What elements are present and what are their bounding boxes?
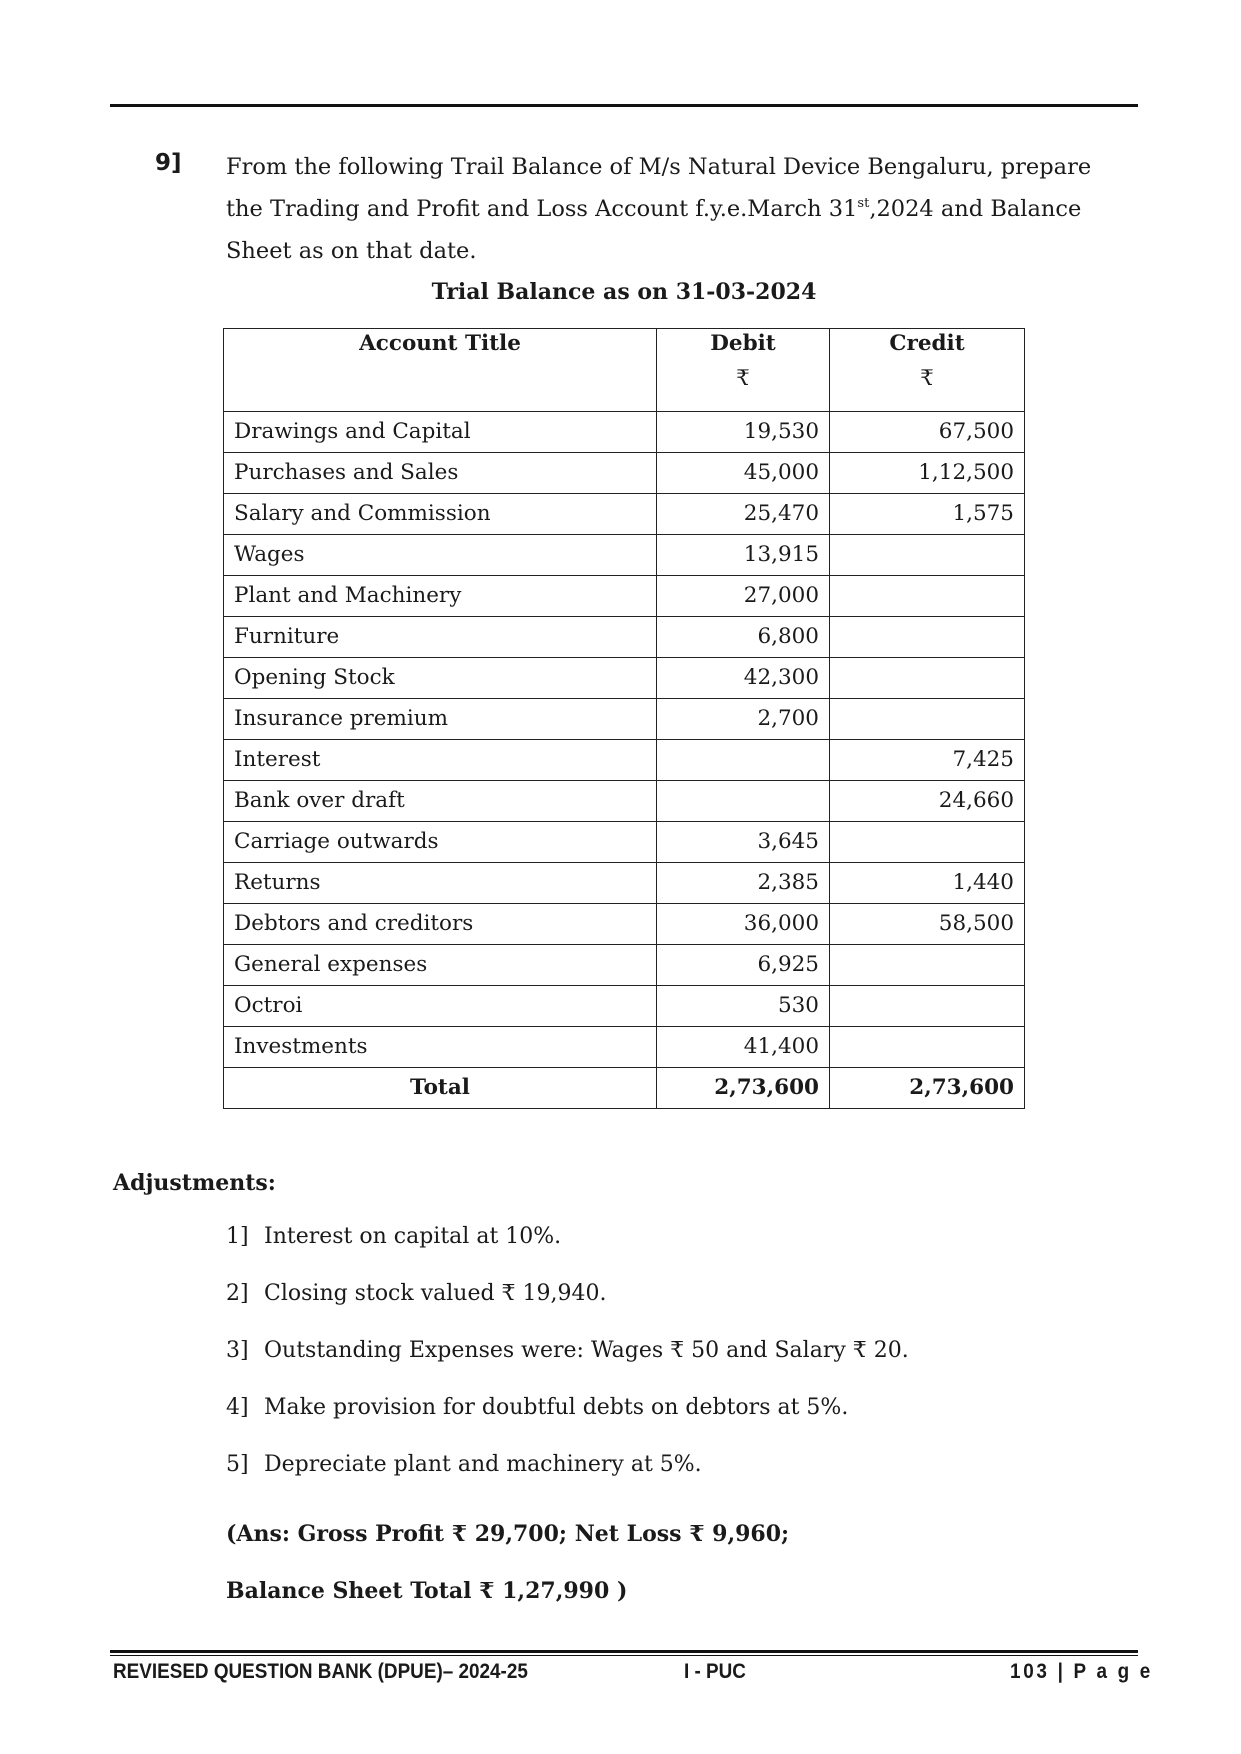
table-header-row xyxy=(224,329,1025,412)
rupee-symbol: ₹ xyxy=(920,366,934,391)
rupee-symbol: ₹ xyxy=(736,366,750,391)
question-line-1: From the following Trail Balance of M/s Natural Device Bengaluru, prepare xyxy=(226,154,1092,180)
debit-cell: 41,400 xyxy=(657,1027,830,1068)
account-cell: Carriage outwards xyxy=(224,822,657,863)
question-number: 9] xyxy=(155,150,182,176)
table-row xyxy=(224,904,1025,945)
credit-cell: 67,500 xyxy=(830,412,1025,453)
debit-cell: 6,925 xyxy=(657,945,830,986)
account-cell: Furniture xyxy=(224,617,657,658)
credit-cell xyxy=(830,822,1025,863)
table-row xyxy=(224,1027,1025,1068)
credit-cell: 7,425 xyxy=(830,740,1025,781)
account-cell: Salary and Commission xyxy=(224,494,657,535)
credit-cell: 58,500 xyxy=(830,904,1025,945)
adjustments-heading: Adjustments: xyxy=(113,1170,276,1196)
question-line-3: Sheet as on that date. xyxy=(226,238,477,264)
list-item xyxy=(226,1393,909,1450)
account-cell: Interest xyxy=(224,740,657,781)
account-cell: Debtors and creditors xyxy=(224,904,657,945)
table-row xyxy=(224,863,1025,904)
footer-left: REVIESED QUESTION BANK (DPUE)– 2024-25 xyxy=(113,1660,528,1683)
adjustments-list xyxy=(226,1222,909,1507)
header-debit: Debit ₹ xyxy=(657,329,830,412)
answer-line-1: (Ans: Gross Profit ₹ 29,700; Net Loss ₹ 9,960; xyxy=(226,1521,790,1547)
adjustment-text: Closing stock valued ₹ 19,940. xyxy=(264,1281,607,1306)
debit-cell xyxy=(657,781,830,822)
adjustment-text: Make provision for doubtful debts on debtors at 5%. xyxy=(264,1395,849,1420)
credit-cell xyxy=(830,945,1025,986)
debit-cell: 2,700 xyxy=(657,699,830,740)
account-cell: Returns xyxy=(224,863,657,904)
table-row xyxy=(224,986,1025,1027)
credit-cell xyxy=(830,576,1025,617)
credit-cell xyxy=(830,617,1025,658)
table-row xyxy=(224,617,1025,658)
account-cell: General expenses xyxy=(224,945,657,986)
credit-cell xyxy=(830,699,1025,740)
debit-cell: 530 xyxy=(657,986,830,1027)
debit-cell: 42,300 xyxy=(657,658,830,699)
debit-cell: 3,645 xyxy=(657,822,830,863)
debit-cell: 13,915 xyxy=(657,535,830,576)
credit-cell xyxy=(830,1027,1025,1068)
account-cell: Plant and Machinery xyxy=(224,576,657,617)
list-item xyxy=(226,1336,909,1393)
table-row xyxy=(224,453,1025,494)
adjustment-text: Interest on capital at 10%. xyxy=(264,1224,562,1249)
list-item xyxy=(226,1450,909,1507)
debit-cell: 19,530 xyxy=(657,412,830,453)
account-cell: Investments xyxy=(224,1027,657,1068)
debit-cell: 25,470 xyxy=(657,494,830,535)
header-account-title: Account Title xyxy=(224,329,657,412)
adjustment-number: 5] xyxy=(226,1452,249,1477)
table-row xyxy=(224,822,1025,863)
footer-page-number: 103 | P a g e xyxy=(1010,1660,1154,1683)
adjustment-number: 1] xyxy=(226,1224,249,1249)
table-row xyxy=(224,699,1025,740)
credit-cell: 1,440 xyxy=(830,863,1025,904)
credit-cell xyxy=(830,658,1025,699)
debit-cell: 2,385 xyxy=(657,863,830,904)
question-line-2: the Trading and Profit and Loss Account f.y.e.March 31st,2024 and Balance xyxy=(226,196,1082,222)
table-row xyxy=(224,576,1025,617)
account-cell: Octroi xyxy=(224,986,657,1027)
debit-cell xyxy=(657,740,830,781)
credit-cell: 24,660 xyxy=(830,781,1025,822)
total-label: Total xyxy=(224,1068,657,1109)
account-cell: Drawings and Capital xyxy=(224,412,657,453)
table-row xyxy=(224,494,1025,535)
list-item xyxy=(226,1279,909,1336)
adjustment-text: Depreciate plant and machinery at 5%. xyxy=(264,1452,702,1477)
debit-cell: 45,000 xyxy=(657,453,830,494)
trial-balance-title: Trial Balance as on 31-03-2024 xyxy=(431,279,817,305)
table-row xyxy=(224,412,1025,453)
account-cell: Wages xyxy=(224,535,657,576)
credit-cell: 1,575 xyxy=(830,494,1025,535)
credit-cell xyxy=(830,986,1025,1027)
footer-center: I - PUC xyxy=(684,1660,746,1683)
debit-cell: 36,000 xyxy=(657,904,830,945)
trial-balance-table xyxy=(223,328,1025,1109)
adjustment-number: 3] xyxy=(226,1338,249,1363)
total-debit: 2,73,600 xyxy=(657,1068,830,1109)
header-credit: Credit ₹ xyxy=(830,329,1025,412)
table-row xyxy=(224,781,1025,822)
debit-cell: 27,000 xyxy=(657,576,830,617)
answer-block xyxy=(226,1506,789,1620)
credit-cell xyxy=(830,535,1025,576)
account-cell: Insurance premium xyxy=(224,699,657,740)
header-rule xyxy=(110,104,1138,107)
account-cell: Opening Stock xyxy=(224,658,657,699)
list-item xyxy=(226,1222,909,1279)
total-row xyxy=(224,1068,1025,1109)
answer-line-2: Balance Sheet Total ₹ 1,27,990 ) xyxy=(226,1578,628,1604)
adjustment-text: Outstanding Expenses were: Wages ₹ 50 and Salary ₹ 20. xyxy=(264,1338,909,1363)
adjustment-number: 2] xyxy=(226,1281,249,1306)
account-cell: Bank over draft xyxy=(224,781,657,822)
adjustment-number: 4] xyxy=(226,1395,249,1420)
account-cell: Purchases and Sales xyxy=(224,453,657,494)
total-credit: 2,73,600 xyxy=(830,1068,1025,1109)
credit-cell: 1,12,500 xyxy=(830,453,1025,494)
table-row xyxy=(224,535,1025,576)
table-row xyxy=(224,740,1025,781)
table-row xyxy=(224,658,1025,699)
table-row xyxy=(224,945,1025,986)
footer-rule-thin xyxy=(110,1655,1138,1656)
question-text xyxy=(226,146,1136,272)
footer-rule xyxy=(110,1650,1138,1653)
debit-cell: 6,800 xyxy=(657,617,830,658)
